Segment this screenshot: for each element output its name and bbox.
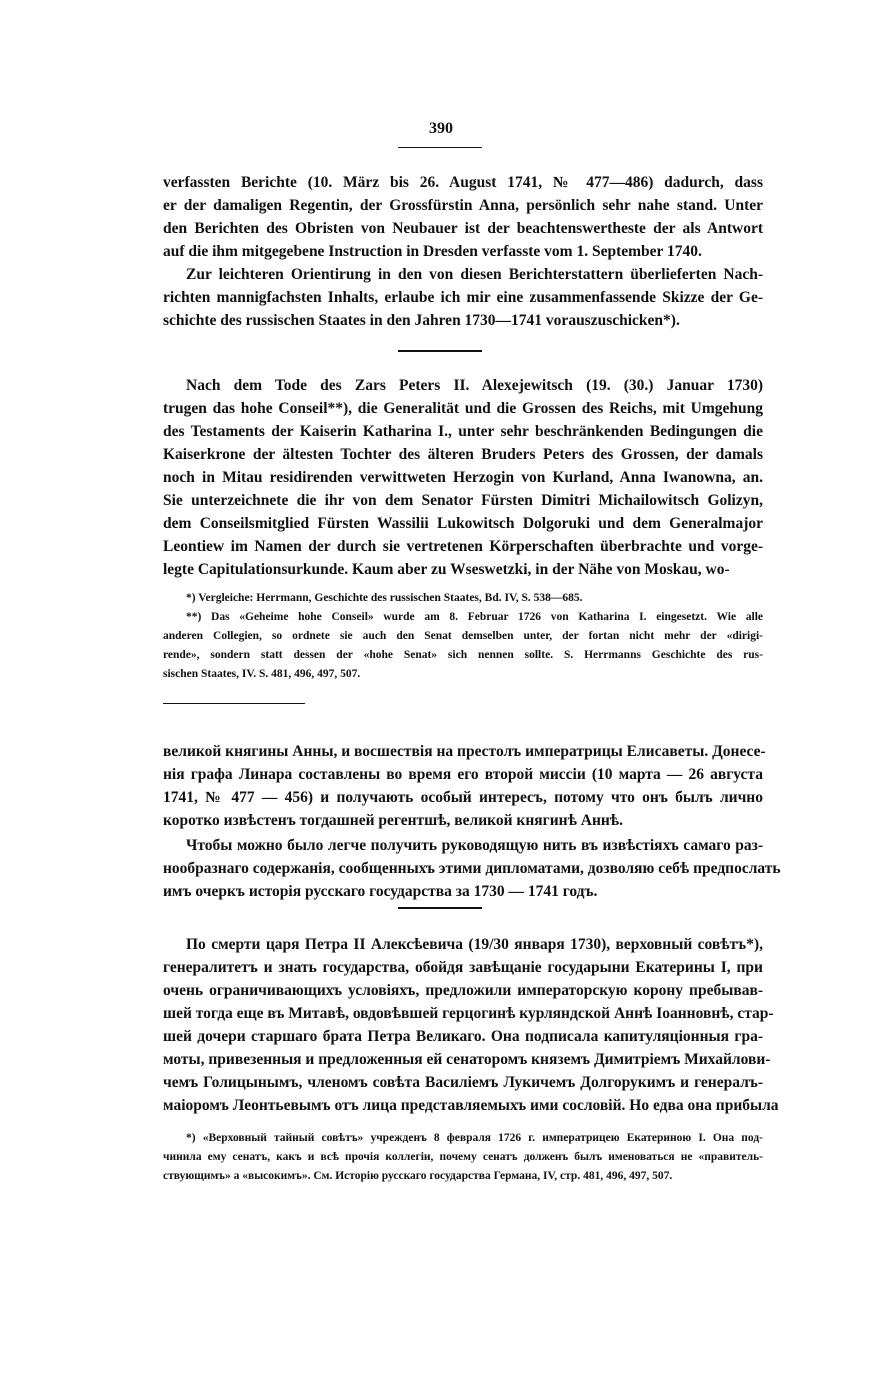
header-rule (398, 147, 482, 148)
german-footnote-line: *) Vergleiche: Herrmann, Geschichte des russischen Staates, Bd. IV, S. 538—685. (186, 592, 583, 604)
russian-paragraph-1-line: нія графа Линара составлены во время его второй миссіи (10 марта — 26 августа (163, 766, 763, 783)
german-paragraph-3-line: Sie unterzeichnete die ihr von dem Senator Fürsten Dimitri Michailowitsch Golizyn, (163, 492, 763, 509)
section-divider (398, 907, 482, 909)
german-footnote-line: sischen Staates, IV. S. 481, 496, 497, 507. (163, 668, 361, 680)
russian-paragraph-2-line: нообразнаго содержанія, сообщенныхъ этими дипломатами, дозволяю себѣ предпослать (163, 860, 781, 877)
german-footnote-line: anderen Collegien, so ordnete sie auch den Senat demselben unter, der fortan nicht mehr der «dirigi- (163, 630, 763, 642)
russian-paragraph-3-line: шей дочери старшаго брата Петра Великаго. Она подписала капитуляціонныя гра- (163, 1028, 763, 1045)
russian-paragraph-3-line: По смерти царя Петра II Алексѣевича (19/30 января 1730), верховный совѣтъ*), (186, 936, 763, 953)
german-footnote-line: **) Das «Geheime hohe Conseil» wurde am 8. Februar 1726 von Katharina I. eingesetzt. Wie alle (186, 611, 763, 623)
german-paragraph-3-line: trugen das hohe Conseil**), die Generalität und die Grossen des Reichs, mit Umgehung (163, 400, 763, 417)
russian-paragraph-3-line: маіоромъ Леонтьевымъ отъ лица представляемыхъ ими сословій. Но едва она прибыла (163, 1097, 779, 1114)
german-paragraph-3-line: legte Capitulationsurkunde. Kaum aber zu Wseswetzki, in der Nähe von Moskau, wo- (163, 561, 730, 578)
russian-paragraph-1-line: коротко извѣстенъ тогдашней регентшѣ, великой княгинѣ Аннѣ. (163, 812, 623, 829)
russian-footnote-line: чинила ему сенатъ, какъ и всѣ прочія коллегіи, почему сенатъ долженъ былъ именоваться не «правитель- (163, 1151, 763, 1163)
page-number: 390 (429, 120, 453, 137)
german-paragraph-3-line: Kaiserkrone der ältesten Tochter des älteren Bruders Peters des Grossen, der damals (163, 446, 763, 463)
german-paragraph-2-line: Zur leichteren Orientirung in den von diesen Berichterstattern überlieferten Nach- (186, 266, 763, 283)
russian-paragraph-3-line: очень ограничивающихъ условіяхъ, предложили императорскую корону пребывав- (163, 982, 763, 999)
german-paragraph-3-line: Nach dem Tode des Zars Peters II. Alexejewitsch (19. (30.) Januar 1730) (186, 377, 763, 394)
german-paragraph-1-line: auf die ihm mitgegebene Instruction in Dresden verfasste vom 1. September 1740. (163, 243, 702, 260)
russian-paragraph-3-line: шей тогда еще въ Митавѣ, овдовѣвшей герцогинѣ курляндской Аннѣ Іоанновнѣ, стар- (163, 1005, 774, 1022)
german-paragraph-2-line: schichte des russischen Staates in den Jahren 1730—1741 vorauszuschicken*). (163, 312, 680, 329)
russian-paragraph-2-line: имъ очеркъ исторія русскаго государства за 1730 — 1741 годъ. (163, 883, 598, 900)
russian-paragraph-2-line: Чтобы можно было легче получить руководящую нить въ извѣстіяхъ самаго раз- (186, 837, 763, 854)
footnote-rule (163, 703, 305, 704)
russian-paragraph-3-line: чемъ Голицынымъ, членомъ совѣта Василіемъ Лукичемъ Долгорукимъ и генералъ- (163, 1074, 763, 1091)
russian-footnote-line: *) «Верховный тайный совѣтъ» учрежденъ 8 февраля 1726 г. императрицею Екатериною I. Она под- (186, 1132, 763, 1144)
russian-paragraph-3-line: генералитетъ и знать государства, обойдя завѣщаніе государыни Екатерины I, при (163, 959, 763, 976)
german-paragraph-3-line: noch in Mitau residirenden verwittweten Herzogin von Kurland, Anna Iwanowna, an. (163, 469, 763, 486)
german-paragraph-1-line: verfassten Berichte (10. März bis 26. August 1741, № 477—486) dadurch, dass (163, 174, 763, 191)
russian-paragraph-1-line: 1741, № 477 — 456) и получають особый интересъ, потому что онъ былъ лично (163, 789, 763, 806)
russian-footnote-line: ствующимъ» а «высокимъ». См. Исторію русскаго государства Германа, IV, стр. 481, 496, 497, 507. (163, 1170, 673, 1182)
russian-paragraph-3-line: моты, привезенныя и предложенныя ей сенаторомъ княземъ Димитріемъ Михайлови- (163, 1051, 771, 1068)
german-paragraph-3-line: des Testaments der Kaiserin Katharina I., unter sehr beschränkenden Bedingungen die (163, 423, 763, 440)
russian-paragraph-1-line: великой княгины Анны, и восшествія на престолъ императрицы Елисаветы. Донесе- (163, 743, 766, 760)
german-paragraph-1-line: er der damaligen Regentin, der Grossfürstin Anna, persönlich sehr nahe stand. Unter (163, 197, 763, 214)
german-paragraph-2-line: richten mannigfachsten Inhalts, erlaube ich mir eine zusammenfassende Skizze der Ge- (163, 289, 763, 306)
german-footnote-line: rende», sondern statt dessen der «hohe Senat» sich nennen sollte. S. Herrmanns Geschichte des rus- (163, 649, 763, 661)
german-paragraph-3-line: dem Conseilsmitglied Fürsten Wassilii Lukowitsch Dolgoruki und dem Generalmajor (163, 515, 763, 532)
german-paragraph-3-line: Leontiew im Namen der durch sie vertretenen Körperschaften überbrachte und vorge- (163, 538, 763, 555)
german-paragraph-1-line: den Berichten des Obristen von Neubauer ist der beachtenswertheste der als Antwort (163, 220, 763, 237)
section-divider (398, 350, 482, 352)
